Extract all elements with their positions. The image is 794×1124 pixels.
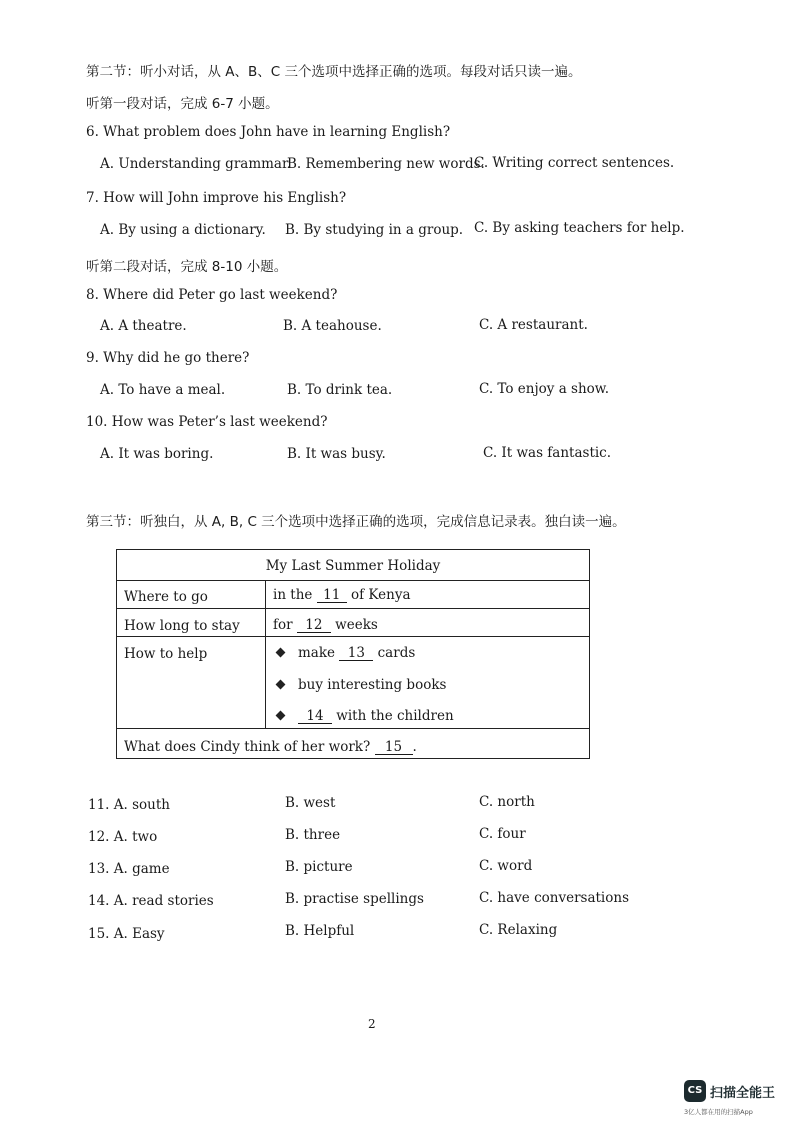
blank-15: 15 <box>375 740 413 755</box>
dialogue1-instruction: 听第一段对话，完成 6-7 小题。 <box>86 96 279 112</box>
blank-13: 13 <box>339 646 373 661</box>
option-b: B. A teahouse. <box>283 318 382 334</box>
option-c: C. four <box>479 826 526 842</box>
option-c: C. Relaxing <box>479 922 558 938</box>
table-title: My Last Summer Holiday <box>265 558 441 574</box>
row-label: Where to go <box>124 589 208 605</box>
question-stem: 6. What problem does John have in learning English? <box>86 124 451 140</box>
logo-name: 扫描全能王 <box>710 1086 776 1101</box>
diamond-bullet-icon <box>276 680 286 690</box>
option-b: B. Remembering new words. <box>287 156 485 172</box>
option-a: A. A theatre. <box>100 318 187 334</box>
question-stem: 8. Where did Peter go last weekend? <box>86 287 338 303</box>
help-item: make 13 cards <box>277 645 415 661</box>
option-b: B. To drink tea. <box>287 382 393 398</box>
option-a: A. It was boring. <box>100 446 214 462</box>
logo-tagline: 3亿人都在用的扫描App <box>684 1108 753 1116</box>
section2-heading: 第二节：听小对话，从 A、B、C 三个选项中选择正确的选项。每段对话只读一遍。 <box>86 64 582 80</box>
option-c: C. It was fantastic. <box>483 445 612 461</box>
option-b: B. By studying in a group. <box>285 222 464 238</box>
option-a: 15. A. Easy <box>88 926 165 942</box>
option-c: C. north <box>479 794 535 810</box>
info-table <box>116 549 590 759</box>
diamond-bullet-icon <box>276 711 286 721</box>
option-a: 14. A. read stories <box>88 893 214 909</box>
option-b: B. three <box>285 827 341 843</box>
option-b: B. west <box>285 795 336 811</box>
section3-heading: 第三节：听独白，从 A, B, C 三个选项中选择正确的选项，完成信息记录表。独白读一遍。 <box>86 514 626 530</box>
question-stem: 9. Why did he go there? <box>86 350 250 366</box>
help-item: buy interesting books <box>277 677 446 693</box>
option-c: C. have conversations <box>479 890 630 906</box>
blank-11: 11 <box>317 588 347 603</box>
help-item: 14 with the children <box>277 708 454 724</box>
question-stem: 10. How was Peter’s last weekend? <box>86 414 328 430</box>
option-a: 13. A. game <box>88 861 170 877</box>
row-value: in the 11 of Kenya <box>273 587 411 603</box>
row-value: for 12 weeks <box>273 617 378 633</box>
dialogue2-instruction: 听第二段对话，完成 8-10 小题。 <box>86 259 288 275</box>
row-question: What does Cindy think of her work? 15 . <box>124 739 417 755</box>
option-b: B. It was busy. <box>287 446 386 462</box>
scanner-watermark <box>682 1080 794 1120</box>
option-b: B. Helpful <box>285 923 355 939</box>
option-c: C. To enjoy a show. <box>479 381 610 397</box>
option-c: C. word <box>479 858 533 874</box>
option-a: 11. A. south <box>88 797 170 813</box>
cs-logo-icon: CS <box>684 1080 706 1102</box>
diamond-bullet-icon <box>276 648 286 658</box>
option-a: 12. A. two <box>88 829 158 845</box>
blank-14: 14 <box>298 709 332 724</box>
blank-12: 12 <box>297 618 331 633</box>
question-stem: 7. How will John improve his English? <box>86 190 347 206</box>
option-c: C. By asking teachers for help. <box>474 220 685 236</box>
option-c: C. Writing correct sentences. <box>474 155 675 171</box>
option-c: C. A restaurant. <box>479 317 588 333</box>
row-label: How long to stay <box>124 618 240 634</box>
row-label: How to help <box>124 646 208 662</box>
option-b: B. picture <box>285 859 353 875</box>
option-a: A. By using a dictionary. <box>100 222 266 238</box>
option-a: A. Understanding grammar. <box>100 156 292 172</box>
option-a: A. To have a meal. <box>100 382 226 398</box>
option-b: B. practise spellings <box>285 891 424 907</box>
page-number: 2 <box>368 1017 376 1031</box>
